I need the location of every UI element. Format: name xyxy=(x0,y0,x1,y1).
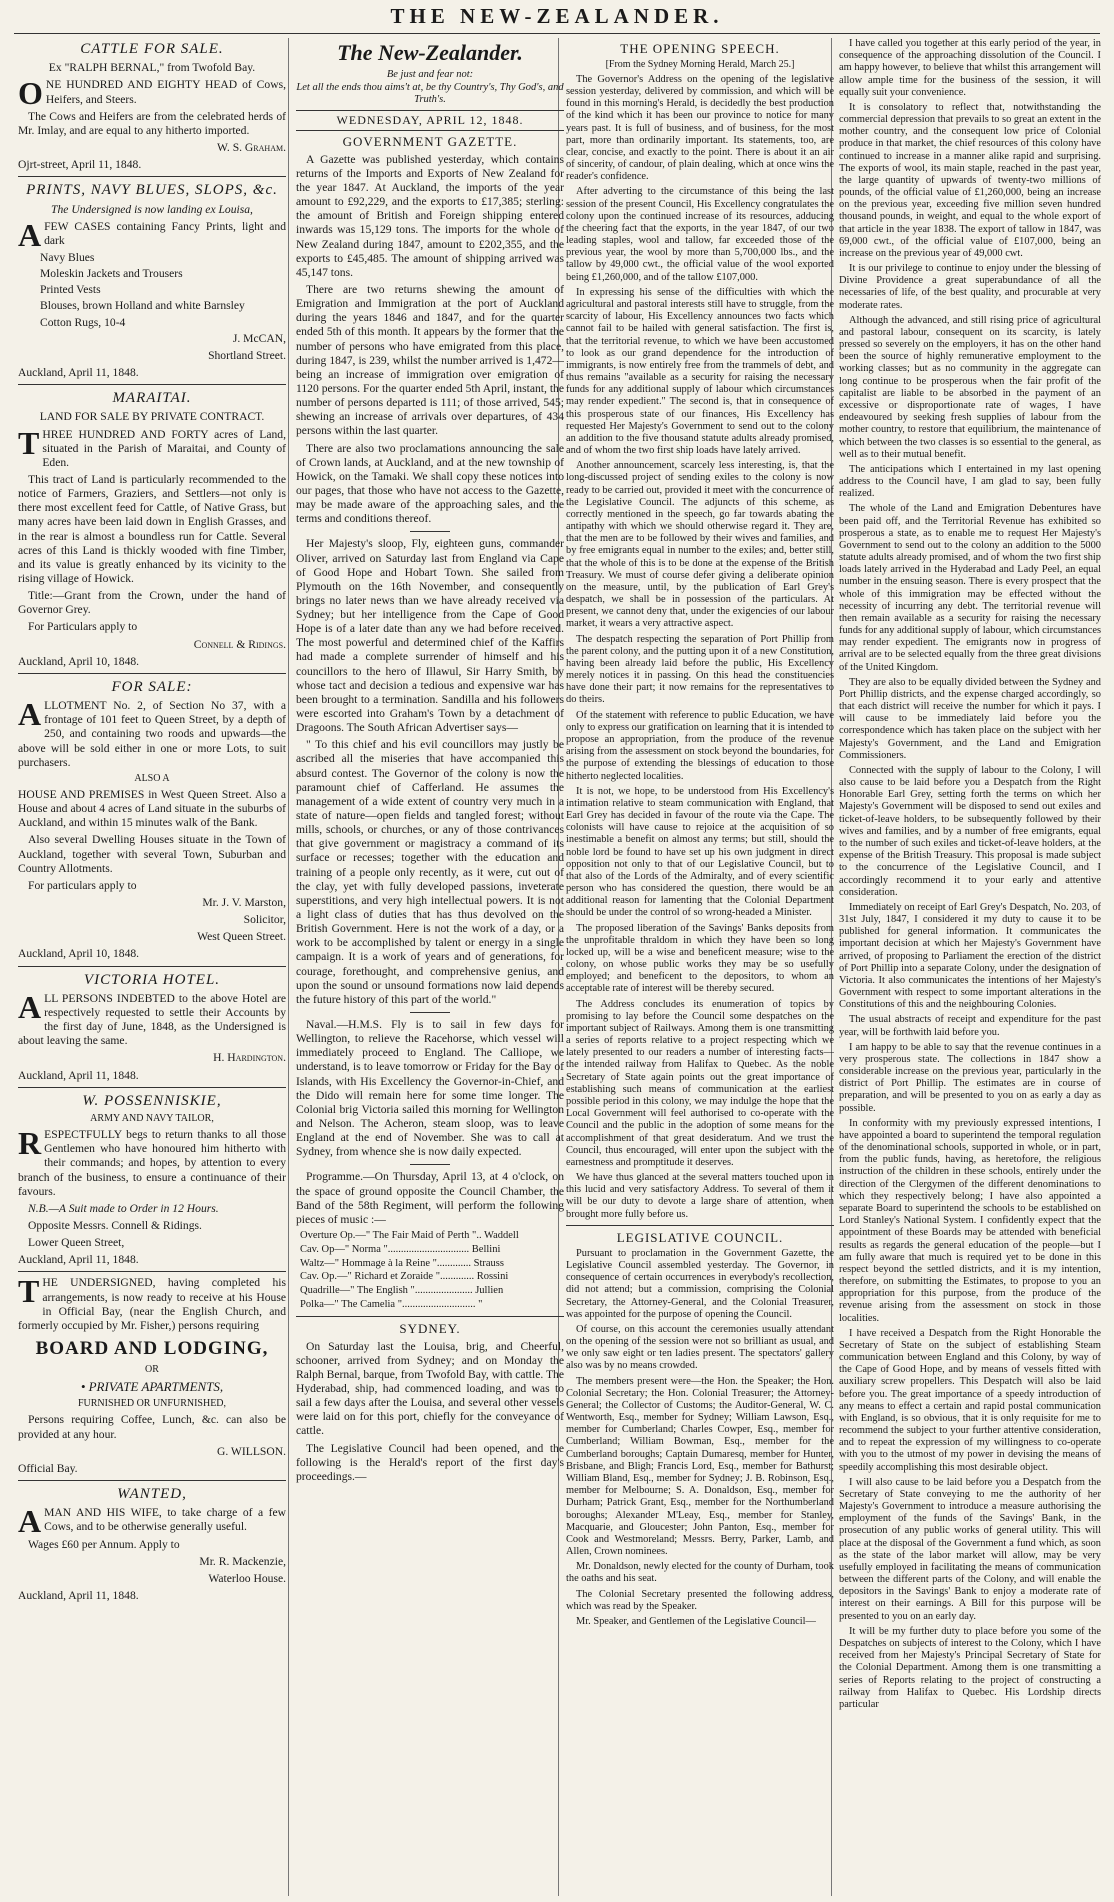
address-paragraph: In conformity with my previously expressed intentions, I have appointed a board to superintend the temporal regulation of the denominational schools, supported in whole, or in part, from the public funds, having, as heretofore, the religious instruction of the children in these schools, entirely under the direction of the Clergymen of the different denominations to which they respectively belong; I have also appointed a separate Board to superintend the schools to be established on Lord Stanley's National System. I confidently expect that the appointment of these Boards may be attended with beneficial results as regards the general education of the people—but I am fully aware that much is required yet to be done in this respect beyond the settled districts, and it is my intention, therefore, on submitting the Estimates, to propose to you an appropriation for this purpose, from the produce of the revenue arising from the assessment on stock in those localities. xyxy=(839,1117,1101,1324)
ad-victoria-hotel xyxy=(18,971,286,1083)
list-item: Navy Blues xyxy=(40,251,95,264)
ad-or: OR xyxy=(145,1364,159,1376)
column-divider xyxy=(288,38,289,1896)
section-heading: LEGISLATIVE COUNCIL. xyxy=(616,1229,784,1245)
ad-signer: J. McCAN, xyxy=(232,331,286,345)
ad-maraitai xyxy=(18,389,286,669)
ad-body: This tract of Land is particularly recommended to the notice of Farmers, Graziers, and Settlers—not only is there most excellent feed for Cattle, of Native Grass, but many acres have been laid down in English Grasses, and in the rear is almost a boundless run for Cattle. Several acres of this Land is thickly wooded with fine Timber, and its value is greatly enhanced by its vicinity to the rising village of Howick. xyxy=(18,472,286,585)
list-item: Cotton Rugs, 10-4 xyxy=(40,315,126,329)
ad-address: Waterloo House. xyxy=(208,1571,286,1585)
article-paragraph: Mr. Donaldson, newly elected for the county of Durham, took the oaths and his seat. xyxy=(566,1561,834,1585)
article-paragraph: The proposed liberation of the Savings' Banks deposits from the unprofitable thraldom in which they have been so long locked up, will be a wise and beneficent measure; wise to the colony, on whose public works they may be so usefully employed; and beneficent to the depositors, to whom an acceptable rate of interest will be thereby secured. xyxy=(566,922,834,995)
ad-date: Auckland, April 10, 1848. xyxy=(18,947,140,961)
article-paragraph: The Governor's Address on the opening of the legislative session yesterday, delivered by commission, and which will be found in this morning's Herald, is decidedly the best production of the kind which it has been our province to notice for many years past. It is full of business, and of business, for the most part, more than ordinarily important. Its statements, too, are clear, concise, and exactly to the point. There is about it an air of sincerity, of candour, of plain dealing, which at once wins the reader's confidence. xyxy=(566,73,834,183)
dateline: WEDNESDAY, APRIL 12, 1848. xyxy=(296,110,564,131)
ad-date: Auckland, April 11, 1848. xyxy=(18,1588,139,1602)
address-paragraph: I am happy to be able to say that the revenue continues in a very prosperous state. The collections in 1847 show a considerable increase on the previous year, particularly in the district of Port Phillip. The estimates are in course of preparation, and will be presented to you on as early a day as possible. xyxy=(839,1041,1101,1114)
ad-role: Solicitor, xyxy=(243,913,286,927)
article-paragraph: Her Majesty's sloop, Fly, eighteen guns, commander Oliver, arrived on Saturday last from England via Cape of Good Hope and Hobart Town. She sailed from Plymouth on the 16th November, and consequently brings no later news than we have already received via Sydney; but her intelligence from the Cape of Good Hope is of a later date than any we had before received. The most powerful and determined chief of the Kaffirs had made a complete surrender of himself and his councillors to the hero of Illawul, Sir Harry Smith, by whose tact and decision a tedious and expensive war has been brought to a termination. Sandilla and his followers were escorted into Graham's Town by a detachment of Dragoons. The South African Advertiser says— xyxy=(296,537,564,735)
ad-date: Auckland, April 11, 1848. xyxy=(18,365,139,379)
ad-address: Lower Queen Street, xyxy=(28,1236,125,1250)
ad-heading: MARAITAI. xyxy=(112,390,192,407)
programme-item: Cav. Op.—" Richard et Zoraide "............. Rossini xyxy=(300,1271,509,1283)
article-paragraph: The Address concludes its enumeration of topics by promising to lay before the Council some despatches on the important subject of Railways. Among them is one transmitting a series of reports relative to a project respecting which we lately presented to our readers a number of interesting facts—the intended railway from Halifax to Quebec. As the noble Secretary of State again points out the great importance of establishing such means of communication at the earliest possible period in this colony, we may indulge the hope that the Local Government will feel authorised to co-operate with the Council and the public in the adoption of some means for the accomplishment of that great desideratum. And we trust the Council, thus encouraged, will enter upon the subject with the earnestness and promptitude it deserves. xyxy=(566,998,834,1168)
programme-item: Waltz—" Hommage à la Reine "............. Strauss xyxy=(300,1257,504,1269)
article-paragraph: The Legislative Council had been opened, and the following is the Herald's report of the first day's proceedings.— xyxy=(296,1441,564,1483)
article-paragraph: Naval.—H.M.S. Fly is to sail in few days for Wellington, to relieve the Racehorse, which vessel will immediately proceed to England. The Calliope, we understand, is to leave tomorrow or Friday for the Bay of Islands, with His Excellency the Governor-in-Chief, and the Dido will remain here for some time longer. The Colonial brig Victoria sailed this morning for Wellington and Nelson. The Acheron, steam sloop, was to leave England at the end of November. She was to call at Sydney, from whence she is now daily expected. xyxy=(296,1018,564,1159)
ad-subheading: ARMY AND NAVY TAILOR, xyxy=(90,1112,214,1124)
ad-body: The Cows and Heifers are from the celebrated herds of Mr. Imlay, and are equal to any hitherto imported. xyxy=(18,109,286,137)
article-paragraph: Another announcement, scarcely less interesting, is, that the long-discussed project of sending exiles to the colony is now ready to be carried out, provided it meet with the concurrence of the Legislative Council. The adjuncts of this scheme, as correctly mentioned in the speech, go far towards abating the antipathy with which we should otherwise regard it. They are, that the men are to be followed by their wives and families, and by free emigrants equal in number to the exiles; and, better still, that the whole of this is to be done at the expense of the British Treasury. We must of course defer giving a deliberate opinion on the measure, until, by the publication of Earl Grey's despatch, we shall be in possession of the particulars. At present, we cannot deny that, under the exigencies of our labour market, it wears a very attractive aspect. xyxy=(566,460,834,630)
address-paragraph: Although the advanced, and still rising price of agricultural and pastoral labour, consequent on its scarcity, is lately pressed so severely on the employers, it has on the other hand been the source of highly remunerative employment to the working classes; but as no community in the aggregate can long continue to be prosperous when the fair profit of the capitalist are liable to be absorbed in the payment of an excessive or disproportionate rate of wages, I have endeavoured by seeking fresh supplies of labour from the mother country, to restore that equilibrium, the maintenance of which between the two classes is so essential to the general, as well as to their mutual benefit. xyxy=(839,314,1101,460)
address-paragraph: The anticipations which I entertained in my last opening address to the Council have, I am glad to say, been fully realized. xyxy=(839,463,1101,500)
ad-note: Opposite Messrs. Connell & Ridings. xyxy=(28,1219,202,1233)
ad-cattle xyxy=(18,40,286,172)
drop-cap: T xyxy=(18,1273,40,1310)
drop-cap: A xyxy=(18,696,42,733)
article-paragraph: Pursuant to proclamation in the Government Gazette, the Legislative Council assembled yesterday. The Governor, in consequence of certain occurrences in everybody's recollection, did not attend; but a commission, comprising the Colonial Secretary, the Attorney-General, and the Colonial Treasurer, was appointed for the purpose of opening the Council. xyxy=(566,1247,834,1320)
article-paragraph: Of the statement with reference to public Education, we have only to express our gratification on learning that it is intended to propose an appropriation, from the produce of the revenue arising from the assessment on stock beyond the boundaries, for the purpose of extending the blessings of education to those hitherto neglected localities. xyxy=(566,709,834,782)
ad-date: Auckland, April 11, 1848. xyxy=(18,1068,139,1082)
ad-forsale xyxy=(18,678,286,962)
address-paragraph: I have called you together at this early period of the year, in consequence of the approaching dissolution of the Council. I am happy however, to believe that whilst this arrangement will allow ample time for the business of the session, it will equally suit your convenience. xyxy=(839,38,1101,98)
motto: Let all the ends thou aims't at, be thy Country's, Thy God's, and Truth's. xyxy=(296,81,564,106)
programme-item: Overture Op.—" The Fair Maid of Perth ".. Waddell xyxy=(300,1229,519,1241)
ad-body: HREE HUNDRED AND FORTY acres of Land, situated in the Parish of Maraitai, and County of Eden. xyxy=(42,427,286,469)
ad-body: LL PERSONS INDEBTED to the above Hotel are respectively requested to settle their Accounts by the first day of June, 1848, as the Undersigned is about leaving the same. xyxy=(18,991,286,1048)
drop-cap: A xyxy=(18,216,42,253)
ad-body: HE UNDERSIGNED, having completed his arrangements, is now ready to receive at his House in Official Bay, (near the English Church, and formerly occupied by Mr. Fisher,) persons requiring xyxy=(18,1276,286,1332)
column-editorial xyxy=(296,38,564,1896)
article-paragraph: We have thus glanced at the several matters touched upon in this lucid and very satisfactory Address. To several of them it will be our duty to devote a large share of attention, when brought more fully before us. xyxy=(566,1172,834,1220)
ad-heading: VICTORIA HOTEL. xyxy=(83,971,221,988)
address-paragraph: It is our privilege to continue to enjoy under the blessing of Divine Providence a great superabundance of all the necessaries of life, of the best quality, and procurable at very moderate rates. xyxy=(839,263,1101,311)
article-paragraph: There are two returns shewing the amount of Emigration and Immigration at the port of Auckland during the years 1846 and 1847, and for the quarter ended 5th of this month. It appears by the former that the number of persons who have emigrated from this place, during 1847, is 239, whilst the number arrived is 1,472—being an increase of immigration over emigration of 1120 persons. For the quarter ended 5th April, instant, the number of persons departed is 111; of those arrived, 545; shewing an increase of arrivals over departures, of 434 persons within the last quarter. xyxy=(296,282,564,438)
ad-signer: H. Hardington. xyxy=(213,1051,286,1065)
section-heading: THE OPENING SPEECH. xyxy=(620,41,780,56)
page-rule xyxy=(14,33,1100,34)
article-paragraph: Programme.—On Thursday, April 13, at 4 o'clock, on the space of ground opposite the Council Chamber, the Band of the 58th Regiment, will perform the following pieces of music :— xyxy=(296,1170,564,1226)
drop-cap: A xyxy=(18,1503,42,1540)
column-governor-address xyxy=(839,38,1101,1896)
ad-also: ALSO A xyxy=(134,772,170,784)
ad-heading: W. POSSENNISKIE, xyxy=(82,1092,222,1109)
drop-cap: O xyxy=(18,75,43,112)
ad-signer: Connell & Ridings. xyxy=(193,637,286,651)
ad-subheading: FURNISHED OR UNFURNISHED, xyxy=(77,1398,227,1410)
column-advertisements xyxy=(18,38,286,1896)
ad-heading: WANTED, xyxy=(117,1485,187,1502)
ad-body: MAN AND HIS WIFE, to take charge of a few Cows, and to be otherwise generally useful. xyxy=(44,1506,286,1534)
ad-body: Wages £60 per Annum. Apply to xyxy=(28,1537,180,1551)
ad-big-heading: BOARD AND LODGING, xyxy=(35,1338,269,1359)
article-source: [From the Sydney Morning Herald, March 25.] xyxy=(605,59,795,71)
ad-body: Title:—Grant from the Crown, under the hand of Governor Grey. xyxy=(18,589,286,617)
ad-heading: FOR SALE: xyxy=(111,678,193,695)
motto: Be just and fear not: xyxy=(386,68,474,80)
ad-lead: The Undersigned is now landing ex Louisa, xyxy=(51,202,253,216)
ad-date: Auckland, April 11, 1848. xyxy=(18,1253,139,1267)
list-item: Blouses, brown Holland and white Barnsley xyxy=(40,299,245,313)
ad-wanted xyxy=(18,1485,286,1603)
ad-body: Persons requiring Coffee, Lunch, &c. can also be provided at any hour. xyxy=(18,1413,286,1441)
list-item: Moleskin Jackets and Trousers xyxy=(40,267,183,281)
address-paragraph: The whole of the Land and Emigration Debentures have been paid off, and the Territorial Revenue has exhibited so prosperous a state, as to enable me to request Her Majesty's Government to send out to the colony an addition to the 5000 statute adults already promised, and of whom the two first ship loads lately arrived in the Hyderabad and Lady Peel, an equal number in the ensuing season. There is every prospect that the whole of this immigration may be effected without the necessity of incurring any debt. The territorial revenue will then remain available as a security for raising the necessary funds for any additional supply of labour, which circumstances may render expedient. The emigrants now in progress of arrival are to be selected equally from the three great divisions of the United Kingdom. xyxy=(839,503,1101,673)
programme-item: Cav. Op—" Norma "............................... Bellini xyxy=(300,1243,501,1255)
ad-address: Official Bay. xyxy=(18,1461,78,1475)
ad-date: Auckland, April 10, 1848. xyxy=(18,654,140,668)
section-heading: GOVERNMENT GAZETTE. xyxy=(342,133,518,149)
address-paragraph: Connected with the supply of labour to the Colony, I will also cause to be laid before you a Despatch from the Right Honorable Earl Grey, setting forth the terms on which her Majesty's Government will be disposed to send out exiles and ticket-of-leave holders, to be subsequently followed by their wives and families, and by a number of free emigrants, equal to the number of such exiles and ticket-of-leave holders, at the expense of the British Treasury. This proposal is made subject to the concurrence of the Legislative Council, and I accordingly recommend it to your early and attentive consideration. xyxy=(839,764,1101,898)
section-heading: SYDNEY. xyxy=(399,1320,461,1336)
article-paragraph: It is not, we hope, to be understood from His Excellency's intimation relative to steam communication with England, that Earl Grey has decided in favour of the route via the Cape. The colonists will have cause to rejoice at the acquisition of so inestimable a benefit on almost any terms; but still, should the noble lord be found to have set up his own judgment in direct opposition not only to that of our Legislative Council, but to that also of the Lords of the Admiralty, and of every scientific person who has considered the question, there would be an additional reason for lamenting that the Colonial Department should be under the control of so wrong-headed a Minister. xyxy=(566,785,834,919)
ad-address: Shortland Street. xyxy=(208,348,286,362)
article-paragraph: " To this chief and his evil councillors may justly be ascribed all the miseries that have accompanied this absurd contest. The Governor of the colony is now the paramount chief of Cafferland. He assumes the management of a wide extent of country very much in a state of nature—open fields and tangled forest; without mills, schools, or churches, or any of those contrivances that give government or magistracy a command of its surface or recesses; together with the education and training of a people only recently, as it were, cut out of the clay, yet with fully developed passions, inveterate superstitions, and very high intellectual powers. It is not a light class of duties that has thus devolved on the British Government. Here is not the work of a day, or a work to be accomplished by talent or energy in a single campaign. It is a work of years and of generations, for courage, forethought, and comprehensive genius, and upon the sound or unsound formations now laid depends the future history of this part of the world." xyxy=(296,738,564,1006)
paper-title: The New-Zealander. xyxy=(337,40,523,65)
ad-heading: CATTLE FOR SALE. xyxy=(80,41,224,57)
article-paragraph: The Colonial Secretary presented the following address, which was read by the Speaker. xyxy=(566,1588,834,1612)
ad-subheading: • PRIVATE APARTMENTS, xyxy=(80,1379,224,1395)
programme-item: Polka—" The Camelia "............................ " xyxy=(300,1298,483,1310)
ad-signer: W. S. Graham. xyxy=(217,141,286,154)
address-paragraph: They are also to be equally divided between the Sydney and Port Phillip districts, and the expense charged accordingly, so that each district will receive the number for which it pays. I will cause to be immediately laid before you the correspondence which has taken place on the subject with her Majesty's Government, and the Land and Emigration Commissioners. xyxy=(839,676,1101,761)
column-opening-speech xyxy=(566,38,834,1896)
ad-heading: PRINTS, NAVY BLUES, SLOPS, &c. xyxy=(26,182,278,199)
article-paragraph: The despatch respecting the separation of Port Phillip from the parent colony, and the putting upon it of a new Constitution, having been already laid before the public, His Excellency merely notices it in passing. On this head the constituencies have done their part; it now remains for the representatives to do theirs. xyxy=(566,633,834,706)
ad-address: West Queen Street. xyxy=(197,930,286,944)
list-item: Printed Vests xyxy=(40,283,101,297)
article-paragraph: In expressing his sense of the difficulties with which the agricultural and pastoral interests still have to struggle, from the scarcity of labour, His Excellency announces two facts which cannot fail to be hailed with general satisfaction. The first is, that the territorial revenue, to which we have been accustomed to look as our grand dependence for the introduction of immigrants, is now entirely free from the trammels of debt, and thus remains "available as a security for raising the necessary funds for any additional supply of labour which circumstances may render expedient." The second is, that in consequence of this prosperous state of our finances, His Excellency has requested Her Majesty's Government to send out to the colony an addition to the five thousand statute adults already promised, and of whom the two first ship loads have lately arrived. xyxy=(566,286,834,457)
ad-subheading: LAND FOR SALE BY PRIVATE CONTRACT. xyxy=(39,410,265,424)
ad-body: HOUSE AND PREMISES in West Queen Street. Also a House and about 4 acres of Land situate in the suburbs of Auckland, and within 15 minutes walk of the Bank. xyxy=(18,788,286,830)
ad-note: N.B.—A Suit made to Order in 12 Hours. xyxy=(28,1201,219,1215)
address-paragraph: It is consolatory to reflect that, notwithstanding the commercial depression that prevails to so great an extent in the mother country, and the consequent low price of Colonial produce in that market, the chief resources of this colony have continued to increase in a manner alike rapid and surprising. The exports of wool, its main staple, reached in the past year, the large quantity of upwards of twenty-two millions of pounds, of the official value of £1,260,000, being an increase on the previous year, exceeding five million seven hundred thousand pounds, in weight, and equal to the whole export of that article in the year 1838. The export of tallow in 1847, was 69,000 cwt., of the official value of £107,000, being an increase on the previous year of 49,000 cwt. xyxy=(839,101,1101,259)
ad-signer: Mr. J. V. Marston, xyxy=(202,895,286,909)
ad-signer: G. WILLSON. xyxy=(216,1444,286,1458)
article-paragraph: Of course, on this account the ceremonies usually attendant on the opening of the session were not so brilliant as usual, and we only saw eight or ten ladies present. The spectators' gallery also was by no means crowded. xyxy=(566,1323,834,1372)
article-paragraph: Mr. Speaker, and Gentlemen of the Legislative Council— xyxy=(576,1615,816,1627)
ad-body: FEW CASES containing Fancy Prints, light and dark xyxy=(44,219,286,247)
article-paragraph: The members present were—the Hon. the Speaker; the Hon. Colonial Secretary; the Hon. Colonial Treasurer; the Attorney-General; the Collector of Customs; the Auditor-General, W. C. Wentworth, Esq., member for Sydney; William Lawson, Esq., member for Cumberland; Charles Cowper, Esq., member for Cumberland; William Bowman, Esq., member for the Cumberland boroughs; Captain Dumaresq, member for Hunter, Brisbane, and Bligh; Francis Lord, Esq., member for Bathurst; William Bland, Esq., member for Sydney; J. B. Robinson, Esq., member for Melbourne; S. A. Donaldson, Esq., member for Durham; Patrick Grant, Esq., member for the Northumberland boroughs; Alexander M'Leay, Esq., member for Stanley, Macquarie, and Gloucester; John Panton, Esq., member for Cook and Westmoreland; Messrs. Berry, Parker, Lamb, and Allen, Crown nominees. xyxy=(566,1375,834,1558)
ad-tailor xyxy=(18,1092,286,1268)
address-paragraph: It will be my further duty to place before you some of the Despatches on subjects of interest to the Colony, which I have received from her Majesty's Principal Secretary of State for the Colonial Department. Among them is one transmitting a series of Reports relating to the project of constructing a railway from Halifax to Quebec. His Lordship directs particular xyxy=(839,1625,1101,1710)
ad-body: LLOTMENT No. 2, of Section No 37, with a frontage of 101 feet to Queen Street, by a depth of 250, and containing two roods and upwards—the above will be sold either in one or more Lots, to suit purchasers. xyxy=(18,699,286,769)
article-paragraph: On Saturday last the Louisa, brig, and Cheerful, schooner, arrived from Sydney; and on Monday the Ralph Bernal, barque, from Twofold Bay, with cattle. The Hyderabad, ship, had commenced loading, and was to sail a few days after the Louisa, and several other vessels were laid on for this port, chiefly for the conveyance of cattle. xyxy=(296,1339,564,1438)
programme-item: Quadrille—" The English "...................... Jullien xyxy=(300,1285,504,1297)
article-paragraph: A Gazette was published yesterday, which contains returns of the Imports and Exports of New Zealand for the year 1847. At Auckland, the imports of the year amount to £92,229, and the exports to £17,385; sterling: the amount of British and Foreign shipping entered inwards was 15,129 tons. The imports for the whole of New Zealand during 1847, amount to £202,355, and the exports to £45,485. The amount of shipping arrived was 45,147 tons. xyxy=(296,152,564,279)
ad-body: For particulars apply to xyxy=(28,878,137,892)
masthead: THE NEW-ZEALANDER. xyxy=(390,4,724,28)
drop-cap: A xyxy=(18,988,42,1025)
address-paragraph: I will also cause to be laid before you a Despatch from the Secretary of State conveying to me the authority of her Majesty's Government to introduce a measure authorising the employment of the funds of the Savings' Bank, in the prosecution of any public works of general utility. This will place at the disposal of the Government a fund which, as soon as the state of the labor market will allow, may be very usefully employed in facilitating the means of communication between the different parts of the Colony, and will enable the depositors in the Savings' Bank to enjoy a moderate rate of interest on their earnings. A Bill for this purpose will be presented to you on an early day. xyxy=(839,1476,1101,1622)
ad-signer: Mr. R. Mackenzie, xyxy=(199,1554,286,1568)
ad-lead: Ex "RALPH BERNAL," from Twofold Bay. xyxy=(48,61,256,75)
ad-prints xyxy=(18,181,286,380)
address-paragraph: I have received a Despatch from the Right Honorable the Secretary of State on the subject of establishing Steam communication between England and this Colony, by way of the Cape of Good Hope, and by means of vessels fitted with auxiliary screw propellers. This Despatch will also be laid before you. The great importance of a speedy introduction of any means to effect a certain and rapid postal communication with England, is so obvious, that it is only requisite for me to recommend the subject to your further attentive consideration, and to repeat the expression of my willingness to co-operate with you to the utmost of my power in devising the means of speedily accomplishing this most desirable object. xyxy=(839,1327,1101,1473)
drop-cap: R xyxy=(18,1125,42,1162)
address-paragraph: Immediately on receipt of Earl Grey's Despatch, No. 203, of 31st July, 1847, I considered it my duty to cause it to be published for general information. It communicates the important decision at which her Majesty's Government have arrived, of proposing to Parliament the erection of the district of Port Phillip into a separate Colony, under the designation of Victoria. It also communicates the intentions of her Majesty's Government with respect to some important alterations in the Constitutions of this and the neighbouring Colonies. xyxy=(839,901,1101,1011)
article-paragraph: After adverting to the circumstance of this being the last session of the present Council, His Excellency congratulates the colony upon the continued increase of its resources, adducing the cheering fact that the exports, in the year 1847, of our two leading staples, wool and tallow, far exceeded those of the previous year, the wool by more than 5,700,000 lbs., and the tallow by 49,000 cwt., the official value of the wool exported being £1,260,000, and of the tallow £107,000. xyxy=(566,186,834,283)
drop-cap: T xyxy=(18,424,40,461)
address-paragraph: The usual abstracts of receipt and expenditure for the past year, will be forthwith laid before you. xyxy=(839,1014,1101,1038)
ad-body: For Particulars apply to xyxy=(28,620,138,634)
ad-date: Ojrt-street, April 11, 1848. xyxy=(18,158,142,172)
ad-body: ESPECTFULLY begs to return thanks to all those Gentlemen who have honoured him hitherto with their commands; and hopes, by attention to every branch of the business, to ensure a continuance of their favours. xyxy=(18,1128,286,1198)
ad-body: Also several Dwelling Houses situate in the Town of Auckland, together with several Town, Suburban and Country Allotments. xyxy=(18,833,286,875)
ad-board-lodging xyxy=(18,1273,286,1476)
ad-body: NE HUNDRED AND EIGHTY HEAD of Cows, Heifers, and Steers. xyxy=(45,78,286,106)
article-paragraph: There are also two proclamations announcing the sale of Crown lands, at Auckland, and at the new township of Howick, on the Tamaki. We shall copy these notices into our pages, that those who have not access to the Gazette, may be made aware of the approaching sales, and the terms and conditions thereof. xyxy=(296,441,564,526)
